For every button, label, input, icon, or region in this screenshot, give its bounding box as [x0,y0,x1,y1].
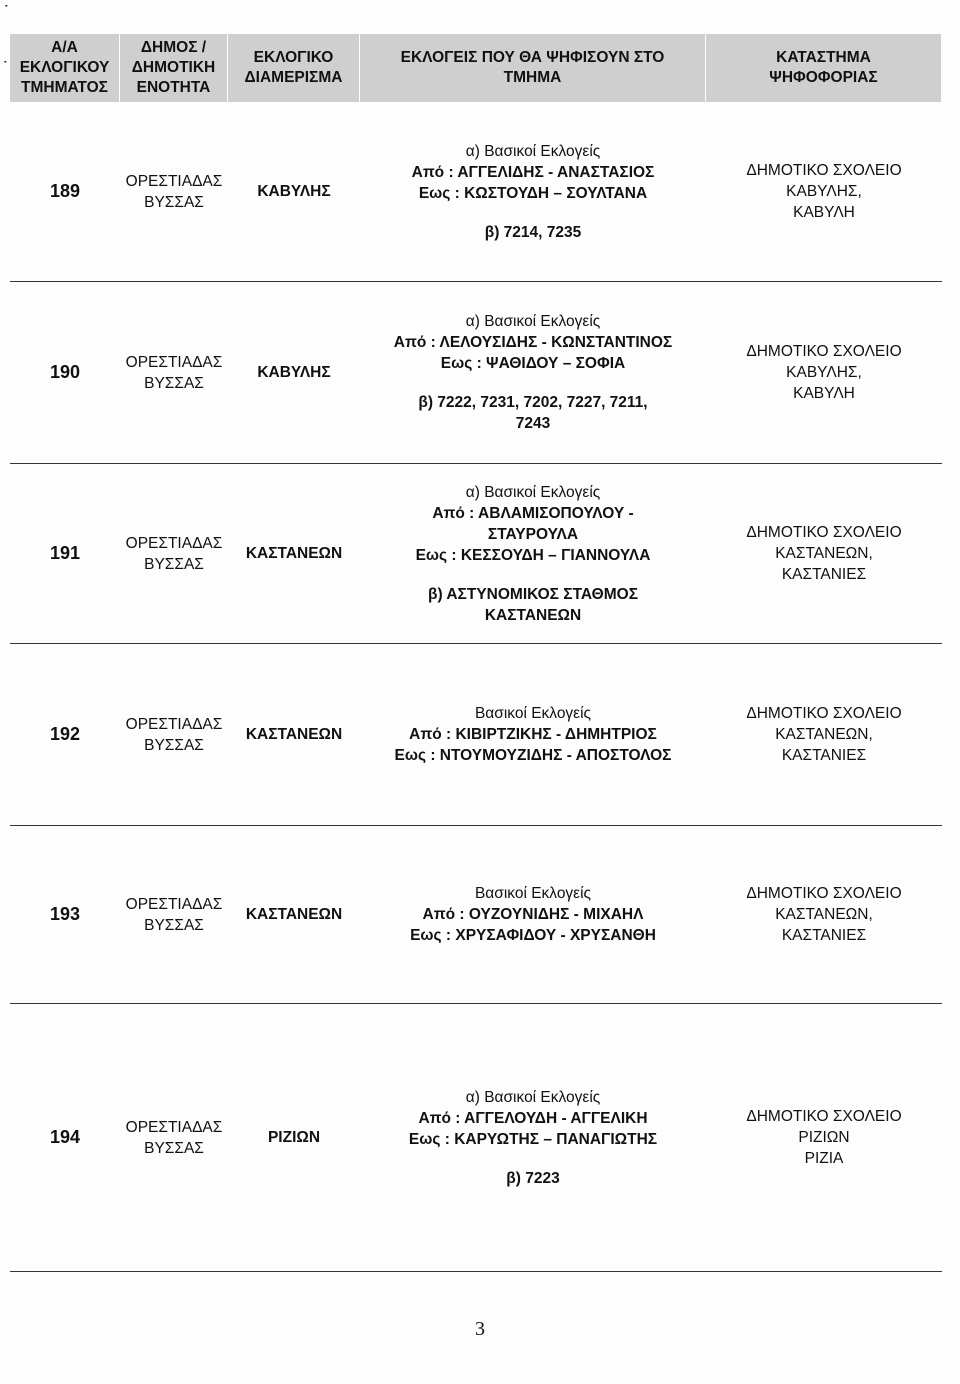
voters-line: Εως : ΚΑΡΥΩΤΗΣ – ΠΑΝΑΓΙΩΤΗΣ [408,1130,658,1148]
voters-line: Βασικοί Εκλογείς [474,885,592,902]
polling-station-cell [706,644,942,826]
voters-cell [360,102,706,282]
scan-mark: ˙ [4,2,9,18]
station-line: ΡΙΖΙΩΝ [798,1129,850,1146]
section-number [10,826,120,1004]
municipality-cell [120,1004,228,1272]
polling-station-cell [706,826,942,1004]
station-line: ΚΑΒΥΛΗ [793,204,855,221]
voters-line: Βασικοί Εκλογείς [474,705,592,722]
header-line: ΔΙΑΜΕΡΙΣΜΑ [244,69,343,86]
page-number: 3 [475,1318,485,1340]
station-line: ΔΗΜΟΤΙΚΟ ΣΧΟΛΕΙΟ [746,343,902,360]
station-line: ΚΑΣΤΑΝΕΩΝ, [775,906,873,923]
district-cell [228,282,360,464]
municipality-line: ΟΡΕΣΤΙΑΔΑΣ [125,172,223,190]
district-text: ΚΑΣΤΑΝΕΩΝ [245,544,343,562]
header-line: ΔΗΜΟΤΙΚΗ [131,59,216,76]
voters-line: Από : ΑΒΛΑΜΙΣΟΠΟΥΛΟΥ - [432,504,634,522]
municipality-line: ΒΥΣΣΑΣ [144,736,204,754]
municipality-cell [120,644,228,826]
municipality-line: ΟΡΕΣΤΙΑΔΑΣ [125,715,223,733]
municipality-line: ΟΡΕΣΤΙΑΔΑΣ [125,353,223,371]
header-line: ΤΜΗΜΑΤΟΣ [21,79,108,96]
section-number [10,102,120,282]
voters-line-b: β) 7214, 7235 [484,223,582,241]
header-line: Α/Α [51,39,78,56]
voters-line-b: β) 7223 [506,1169,560,1187]
voters-line-b: β) ΑΣΤΥΝΟΜΙΚΟΣ ΣΤΑΘΜΟΣ [428,585,638,603]
municipality-line: ΒΥΣΣΑΣ [144,555,204,573]
header-line: ΕΝΟΤΗΤΑ [136,79,211,96]
header-line: ΕΚΛΟΓΕΙΣ ΠΟΥ ΘΑ ΨΗΦΙΣΟΥΝ ΣΤΟ [400,49,665,66]
voters-line: Εως : ΧΡΥΣΑΦΙΔΟΥ - ΧΡΥΣΑΝΘΗ [410,927,656,944]
voters-cell [360,826,706,1004]
municipality-cell [120,282,228,464]
header-municipality [120,34,228,102]
municipality-line: ΟΡΕΣΤΙΑΔΑΣ [125,1118,223,1136]
voters-line: ΣΤΑΥΡΟΥΛΑ [487,525,579,543]
voters-line: α) Βασικοί Εκλογείς [465,142,601,160]
municipality-line: ΟΡΕΣΤΙΑΔΑΣ [125,895,223,913]
section-number-text: 192 [49,724,81,744]
district-cell [228,826,360,1004]
district-cell [228,1004,360,1272]
header-section-number [10,34,120,102]
station-line: ΔΗΜΟΤΙΚΟ ΣΧΟΛΕΙΟ [746,705,902,722]
polling-station-cell [706,282,942,464]
header-line: ΨΗΦΟΦΟΡΙΑΣ [769,69,878,86]
section-number [10,464,120,644]
scan-mark: ˙ [3,58,8,74]
polling-station-cell [706,1004,942,1272]
station-line: ΚΑΣΤΑΝΕΩΝ, [775,726,873,743]
municipality-line: ΒΥΣΣΑΣ [144,1139,204,1157]
header-line: ΕΚΛΟΓΙΚΟ [253,49,334,66]
municipality-line: ΒΥΣΣΑΣ [144,193,204,211]
section-number [10,282,120,464]
station-line: ΚΑΣΤΑΝΕΩΝ, [775,545,873,562]
header-voters [360,34,706,102]
municipality-line: ΒΥΣΣΑΣ [144,374,204,392]
district-cell [228,464,360,644]
district-text: ΚΑΣΤΑΝΕΩΝ [245,725,343,743]
station-line: ΚΑΣΤΑΝΙΕΣ [781,747,867,764]
section-number-text: 193 [49,904,81,924]
district-text: ΚΑΒΥΛΗΣ [257,182,331,200]
header-polling-station [706,34,942,102]
station-line: ΔΗΜΟΤΙΚΟ ΣΧΟΛΕΙΟ [746,162,902,179]
voters-cell [360,1004,706,1272]
voters-line: Εως : ΨΑΘΙΔΟΥ – ΣΟΦΙΑ [440,355,626,372]
section-number-text: 190 [49,362,81,382]
voters-cell [360,282,706,464]
voters-line: Εως : ΝΤΟΥΜΟΥΖΙΔΗΣ - ΑΠΟΣΤΟΛΟΣ [394,747,672,764]
municipality-line: ΒΥΣΣΑΣ [144,916,204,934]
voters-line: Από : ΑΓΓΕΛΟΥΔΗ - ΑΓΓΕΛΙΚΗ [418,1109,648,1127]
district-cell [228,102,360,282]
section-number [10,644,120,826]
voters-line: Εως : ΚΩΣΤΟΥΔΗ – ΣΟΥΛΤΑΝΑ [418,184,648,202]
voters-line-b: β) 7222, 7231, 7202, 7227, 7211, [418,394,648,411]
station-line: ΚΑΒΥΛΗΣ, [786,364,862,381]
voters-line: α) Βασικοί Εκλογείς [465,1088,601,1106]
station-line: ΚΑΣΤΑΝΙΕΣ [781,927,867,944]
municipality-cell [120,826,228,1004]
municipality-line: ΟΡΕΣΤΙΑΔΑΣ [125,534,223,552]
district-text: ΚΑΣΤΑΝΕΩΝ [245,905,343,923]
header-district [228,34,360,102]
polling-station-cell [706,102,942,282]
station-line: ΚΑΒΥΛΗ [793,385,855,402]
header-line: ΕΚΛΟΓΙΚΟΥ [19,59,110,76]
section-number-text: 191 [49,543,81,563]
voters-cell [360,644,706,826]
polling-stations-table [10,34,942,1272]
municipality-cell [120,102,228,282]
voters-line: α) Βασικοί Εκλογείς [465,313,601,330]
voters-line: α) Βασικοί Εκλογείς [465,483,601,501]
section-number-text: 194 [49,1127,81,1147]
station-line: ΚΑΣΤΑΝΙΕΣ [781,566,867,583]
voters-line: Από : ΟΥΖΟΥΝΙΔΗΣ - ΜΙΧΑΗΛ [422,906,644,923]
station-line: ΔΗΜΟΤΙΚΟ ΣΧΟΛΕΙΟ [746,1108,902,1125]
polling-station-cell [706,464,942,644]
voters-line: Από : ΑΓΓΕΛΙΔΗΣ - ΑΝΑΣΤΑΣΙΟΣ [411,163,655,181]
voters-line: Από : ΚΙΒΙΡΤΖΙΚΗΣ - ΔΗΜΗΤΡΙΟΣ [409,726,657,743]
district-text: ΡΙΖΙΩΝ [267,1128,321,1146]
section-number-text: 189 [49,181,81,201]
station-line: ΔΗΜΟΤΙΚΟ ΣΧΟΛΕΙΟ [746,885,902,902]
municipality-cell [120,464,228,644]
header-line: ΔΗΜΟΣ / [140,39,207,56]
voters-line-b: ΚΑΣΤΑΝΕΩΝ [484,606,582,624]
voters-line-b: 7243 [515,415,551,432]
header-line: ΚΑΤΑΣΤΗΜΑ [776,49,871,66]
station-line: ΚΑΒΥΛΗΣ, [786,183,862,200]
section-number [10,1004,120,1272]
voters-line: Εως : ΚΕΣΣΟΥΔΗ – ΓΙΑΝΝΟΥΛΑ [415,546,651,564]
voters-cell [360,464,706,644]
district-cell [228,644,360,826]
station-line: ΔΗΜΟΤΙΚΟ ΣΧΟΛΕΙΟ [746,524,902,541]
header-line: ΤΜΗΜΑ [503,69,562,86]
district-text: ΚΑΒΥΛΗΣ [257,363,331,381]
voters-line: Από : ΛΕΛΟΥΣΙΔΗΣ - ΚΩΝΣΤΑΝΤΙΝΟΣ [393,334,673,351]
station-line: ΡΙΖΙΑ [804,1150,844,1167]
